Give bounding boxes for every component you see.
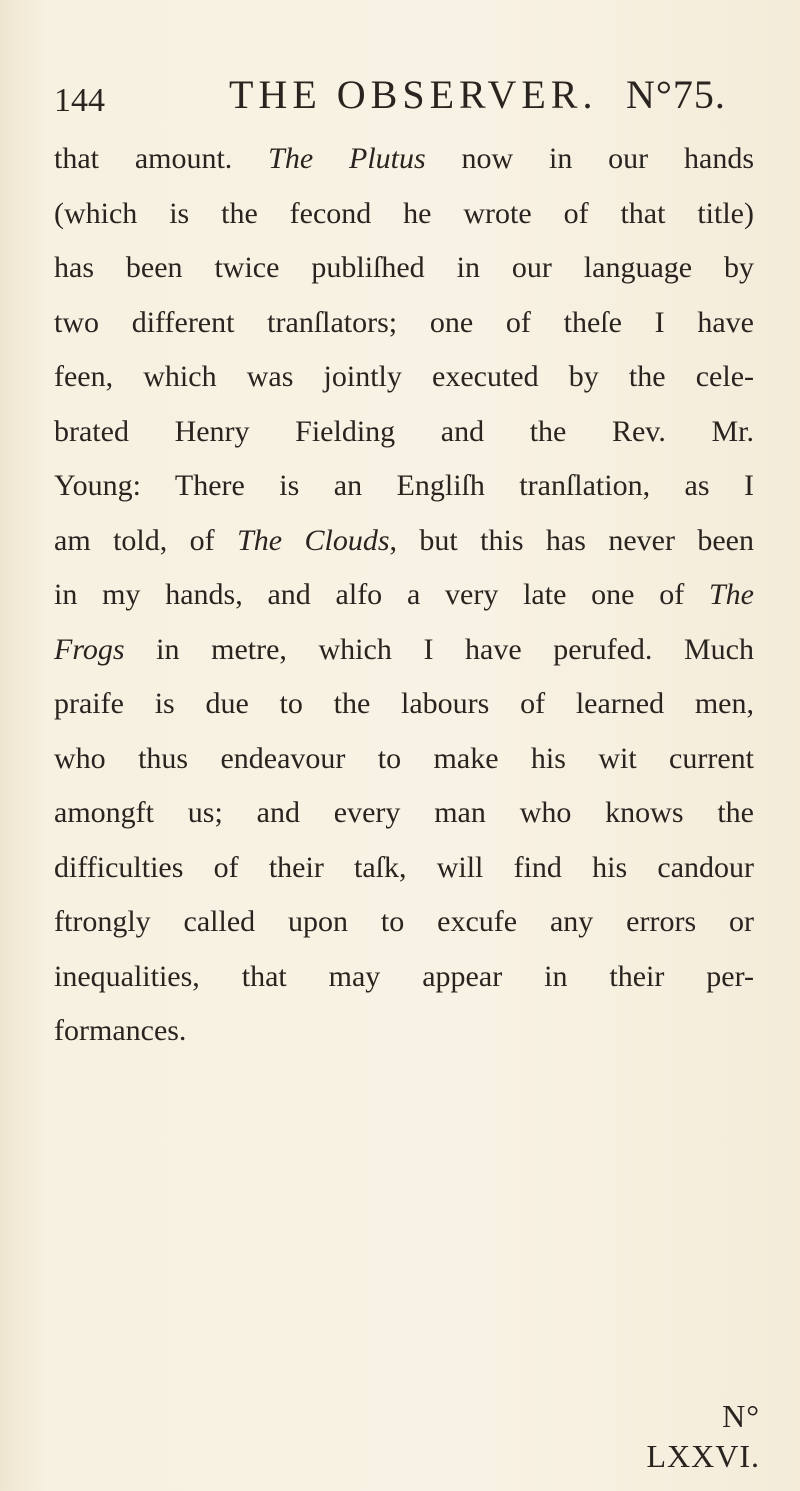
text-line-10: Frogs in metre, which I have perufed. Much xyxy=(54,632,754,666)
text-line-14: difficulties of their taſk, will find his candour xyxy=(54,850,754,884)
text-line-6: brated Henry Fielding and the Rev. Mr. xyxy=(54,414,754,448)
running-header xyxy=(54,70,754,120)
text-line-13: amongft us; and every man who knows the xyxy=(54,796,754,829)
text-line-15: ftrongly called upon to excufe any errors or xyxy=(54,905,754,938)
running-title: THE OBSERVER. xyxy=(229,72,598,117)
issue-number: N°75. xyxy=(626,72,726,117)
text-line-16: inequalities, that may appear in their per- xyxy=(54,959,754,993)
catchword: N° LXXVI. xyxy=(646,1398,760,1474)
text-line-5: feen, which was jointly executed by the cele- xyxy=(54,360,754,393)
body-text xyxy=(54,132,754,1059)
text-line-8: am told, of The Clouds, but this has never been xyxy=(54,523,754,557)
text-line-17: formances. xyxy=(54,1014,187,1047)
page-number: 144 xyxy=(54,82,105,119)
text-line-12: who thus endeavour to make his wit current xyxy=(54,741,754,775)
text-line-1: that amount. The Plutus now in our hands xyxy=(54,142,755,175)
text-line-2: (which is the fecond he wrote of that title) xyxy=(54,196,754,230)
text-line-9: in my hands, and alfo a very late one of The xyxy=(54,578,754,611)
text-line-4: two different tranſlators; one of theſe I have xyxy=(54,305,754,339)
text-line-3: has been twice publiſhed in our language by xyxy=(54,251,754,284)
text-line-11: praife is due to the labours of learned men, xyxy=(54,687,754,720)
text-line-7: Young: There is an Engliſh tranſlation, as I xyxy=(54,469,754,502)
